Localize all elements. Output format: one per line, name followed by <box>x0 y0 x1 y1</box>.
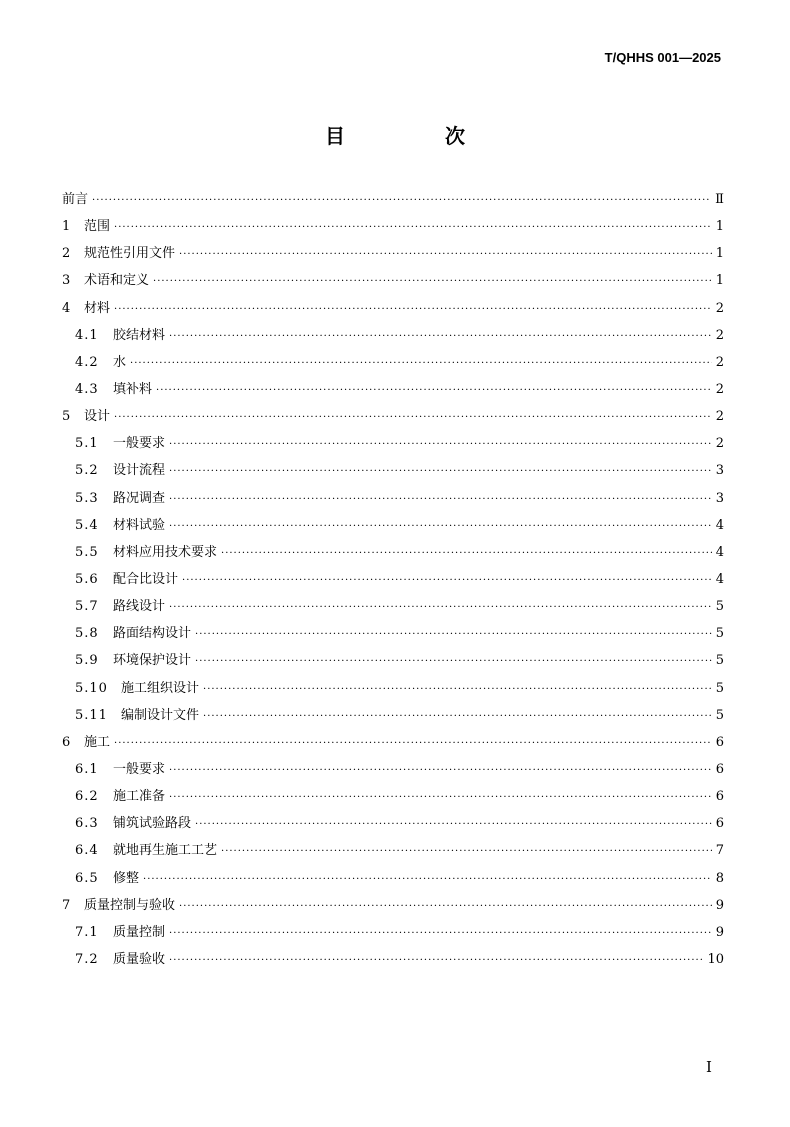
toc-leader-dots <box>179 241 712 268</box>
toc-subentry[interactable] <box>62 593 724 620</box>
toc-leader-dots <box>169 757 712 784</box>
toc-entry-label: 范围 <box>84 219 111 235</box>
toc-entry-number: 5.2 <box>75 463 99 479</box>
toc-entry-foreword[interactable] <box>62 186 724 213</box>
toc-entry-number: 5 <box>62 409 71 425</box>
toc-entry-number: 6.1 <box>75 761 99 777</box>
toc-subentry[interactable] <box>62 946 724 973</box>
toc-entry-label: 一般要求 <box>113 436 166 452</box>
toc-leader-dots <box>203 703 712 730</box>
toc-entry-number: 7.1 <box>75 924 99 940</box>
toc-entry-page: 2 <box>715 354 724 370</box>
toc-entry-page: 3 <box>715 490 724 506</box>
toc-entry-label: 质量控制与验收 <box>84 897 176 913</box>
toc-entry-label: 材料应用技术要求 <box>113 544 218 560</box>
toc-leader-dots <box>195 621 712 648</box>
toc-subentry[interactable] <box>62 376 724 403</box>
toc-entry-number: 5.11 <box>75 707 108 723</box>
toc-leader-dots <box>179 893 712 920</box>
toc-subentry[interactable] <box>62 756 724 783</box>
toc-entry-label: 就地再生施工工艺 <box>113 843 218 859</box>
toc-leader-dots <box>169 784 712 811</box>
toc-leader-dots <box>169 431 712 458</box>
toc-leader-dots <box>169 513 712 540</box>
toc-entry-page: 4 <box>715 544 724 560</box>
toc-leader-dots <box>195 648 712 675</box>
toc-entry-page: 3 <box>715 463 724 479</box>
toc-entry-number: 4 <box>62 300 71 316</box>
toc-leader-dots <box>114 296 712 323</box>
toc-entry-number: 6 <box>62 734 71 750</box>
toc-leader-dots <box>169 323 712 350</box>
toc-entry-page: 2 <box>715 409 724 425</box>
toc-entry-number: 5.7 <box>75 599 99 615</box>
toc-entry-label: 规范性引用文件 <box>84 246 176 262</box>
toc-subentry[interactable] <box>62 349 724 376</box>
toc-leader-dots <box>92 187 711 214</box>
toc-subentry[interactable] <box>62 512 724 539</box>
toc-entry-label: 质量控制 <box>113 924 166 940</box>
toc-entry-number: 6.4 <box>75 843 99 859</box>
toc-entry-label: 路线设计 <box>113 599 166 615</box>
toc-entry[interactable] <box>62 403 724 430</box>
toc-entry-page: 1 <box>715 273 724 289</box>
toc-subentry[interactable] <box>62 430 724 457</box>
toc-entry-page: 5 <box>715 653 724 669</box>
toc-subentry[interactable] <box>62 620 724 647</box>
toc-entry-number: 5.10 <box>75 680 108 696</box>
toc-entry[interactable] <box>62 729 724 756</box>
table-of-contents <box>62 186 724 973</box>
toc-entry-page: 6 <box>715 789 724 805</box>
toc-entry-page: Ⅱ <box>715 192 724 207</box>
toc-entry-number: 5.8 <box>75 626 99 642</box>
toc-entry[interactable] <box>62 213 724 240</box>
toc-entry-number: 6.5 <box>75 870 99 886</box>
toc-entry-page: 4 <box>715 517 724 533</box>
toc-entry-page: 7 <box>715 843 724 859</box>
toc-subentry[interactable] <box>62 919 724 946</box>
toc-entry-page: 2 <box>715 381 724 397</box>
toc-entry-label: 一般要求 <box>113 761 166 777</box>
toc-subentry[interactable] <box>62 539 724 566</box>
toc-leader-dots <box>143 866 712 893</box>
toc-entry-page: 5 <box>715 599 724 615</box>
toc-leader-dots <box>169 920 712 947</box>
toc-entry-label: 配合比设计 <box>113 571 179 587</box>
toc-entry-label: 路面结构设计 <box>113 626 192 642</box>
toc-entry-number: 4.2 <box>75 354 99 370</box>
toc-entry-page: 1 <box>715 219 724 235</box>
toc-subentry[interactable] <box>62 566 724 593</box>
toc-subentry[interactable] <box>62 865 724 892</box>
toc-entry-label: 施工 <box>84 734 111 750</box>
toc-entry-label: 前言 <box>62 192 89 207</box>
toc-entry-number: 5.3 <box>75 490 99 506</box>
toc-entry-number: 6.3 <box>75 816 99 832</box>
toc-entry-number: 3 <box>62 273 71 289</box>
toc-leader-dots <box>169 486 712 513</box>
toc-leader-dots <box>114 404 712 431</box>
toc-leader-dots <box>153 268 712 295</box>
toc-leader-dots <box>169 594 712 621</box>
toc-subentry[interactable] <box>62 457 724 484</box>
toc-entry-number: 5.6 <box>75 571 99 587</box>
toc-subentry[interactable] <box>62 485 724 512</box>
toc-entry-page: 2 <box>715 327 724 343</box>
toc-entry-label: 铺筑试验路段 <box>113 816 192 832</box>
toc-entry[interactable] <box>62 892 724 919</box>
toc-entry-page: 5 <box>715 707 724 723</box>
toc-entry-page: 2 <box>715 436 724 452</box>
toc-subentry[interactable] <box>62 702 724 729</box>
toc-entry-page: 9 <box>715 924 724 940</box>
toc-entry-label: 材料 <box>84 300 111 316</box>
toc-entry-label: 材料试验 <box>113 517 166 533</box>
document-code: T/QHHS 001—2025 <box>604 50 721 65</box>
toc-subentry[interactable] <box>62 322 724 349</box>
toc-entry-number: 4.1 <box>75 327 99 343</box>
toc-subentry[interactable] <box>62 810 724 837</box>
toc-entry-page: 6 <box>715 816 724 832</box>
toc-entry-label: 填补料 <box>113 381 153 397</box>
toc-entry-label: 修整 <box>113 870 140 886</box>
toc-leader-dots <box>221 540 712 567</box>
toc-entry-label: 胶结材料 <box>113 327 166 343</box>
toc-entry-number: 7.2 <box>75 951 99 967</box>
toc-leader-dots <box>195 811 712 838</box>
toc-entry-page: 8 <box>715 870 724 886</box>
toc-entry-number: 1 <box>62 219 71 235</box>
toc-subentry[interactable] <box>62 837 724 864</box>
toc-entry-label: 施工组织设计 <box>121 680 200 696</box>
toc-entry-label: 术语和定义 <box>84 273 150 289</box>
toc-leader-dots <box>169 458 712 485</box>
toc-subentry[interactable] <box>62 647 724 674</box>
toc-entry-page: 9 <box>715 897 724 913</box>
toc-entry-label: 编制设计文件 <box>121 707 200 723</box>
toc-entry[interactable] <box>62 295 724 322</box>
toc-entry-label: 路况调查 <box>113 490 166 506</box>
toc-entry-page: 6 <box>715 734 724 750</box>
toc-leader-dots <box>114 214 712 241</box>
toc-entry[interactable] <box>62 240 724 267</box>
toc-entry-page: 1 <box>715 246 724 262</box>
toc-entry-number: 4.3 <box>75 381 99 397</box>
toc-entry-page: 6 <box>715 761 724 777</box>
page-title: 目 次 <box>325 124 505 148</box>
toc-entry-number: 5.1 <box>75 436 99 452</box>
page-number: I <box>706 1058 712 1076</box>
toc-leader-dots <box>156 377 712 404</box>
toc-leader-dots <box>114 730 712 757</box>
toc-entry-number: 6.2 <box>75 789 99 805</box>
toc-leader-dots <box>169 947 703 974</box>
toc-leader-dots <box>130 350 712 377</box>
toc-entry-label: 设计 <box>84 409 111 425</box>
toc-entry-label: 水 <box>113 354 127 370</box>
toc-entry-page: 4 <box>715 571 724 587</box>
toc-entry-page: 5 <box>715 626 724 642</box>
toc-entry[interactable] <box>62 267 724 294</box>
toc-leader-dots <box>221 838 712 865</box>
toc-entry-number: 5.4 <box>75 517 99 533</box>
toc-leader-dots <box>182 567 712 594</box>
toc-subentry[interactable] <box>62 675 724 702</box>
toc-entry-page: 2 <box>715 300 724 316</box>
toc-leader-dots <box>203 676 712 703</box>
toc-subentry[interactable] <box>62 783 724 810</box>
toc-entry-number: 7 <box>62 897 71 913</box>
toc-entry-page: 10 <box>707 951 724 967</box>
toc-entry-label: 施工准备 <box>113 789 166 805</box>
toc-entry-number: 2 <box>62 246 71 262</box>
toc-entry-page: 5 <box>715 680 724 696</box>
toc-entry-label: 设计流程 <box>113 463 166 479</box>
toc-entry-label: 环境保护设计 <box>113 653 192 669</box>
toc-entry-label: 质量验收 <box>113 951 166 967</box>
toc-entry-number: 5.9 <box>75 653 99 669</box>
toc-entry-number: 5.5 <box>75 544 99 560</box>
